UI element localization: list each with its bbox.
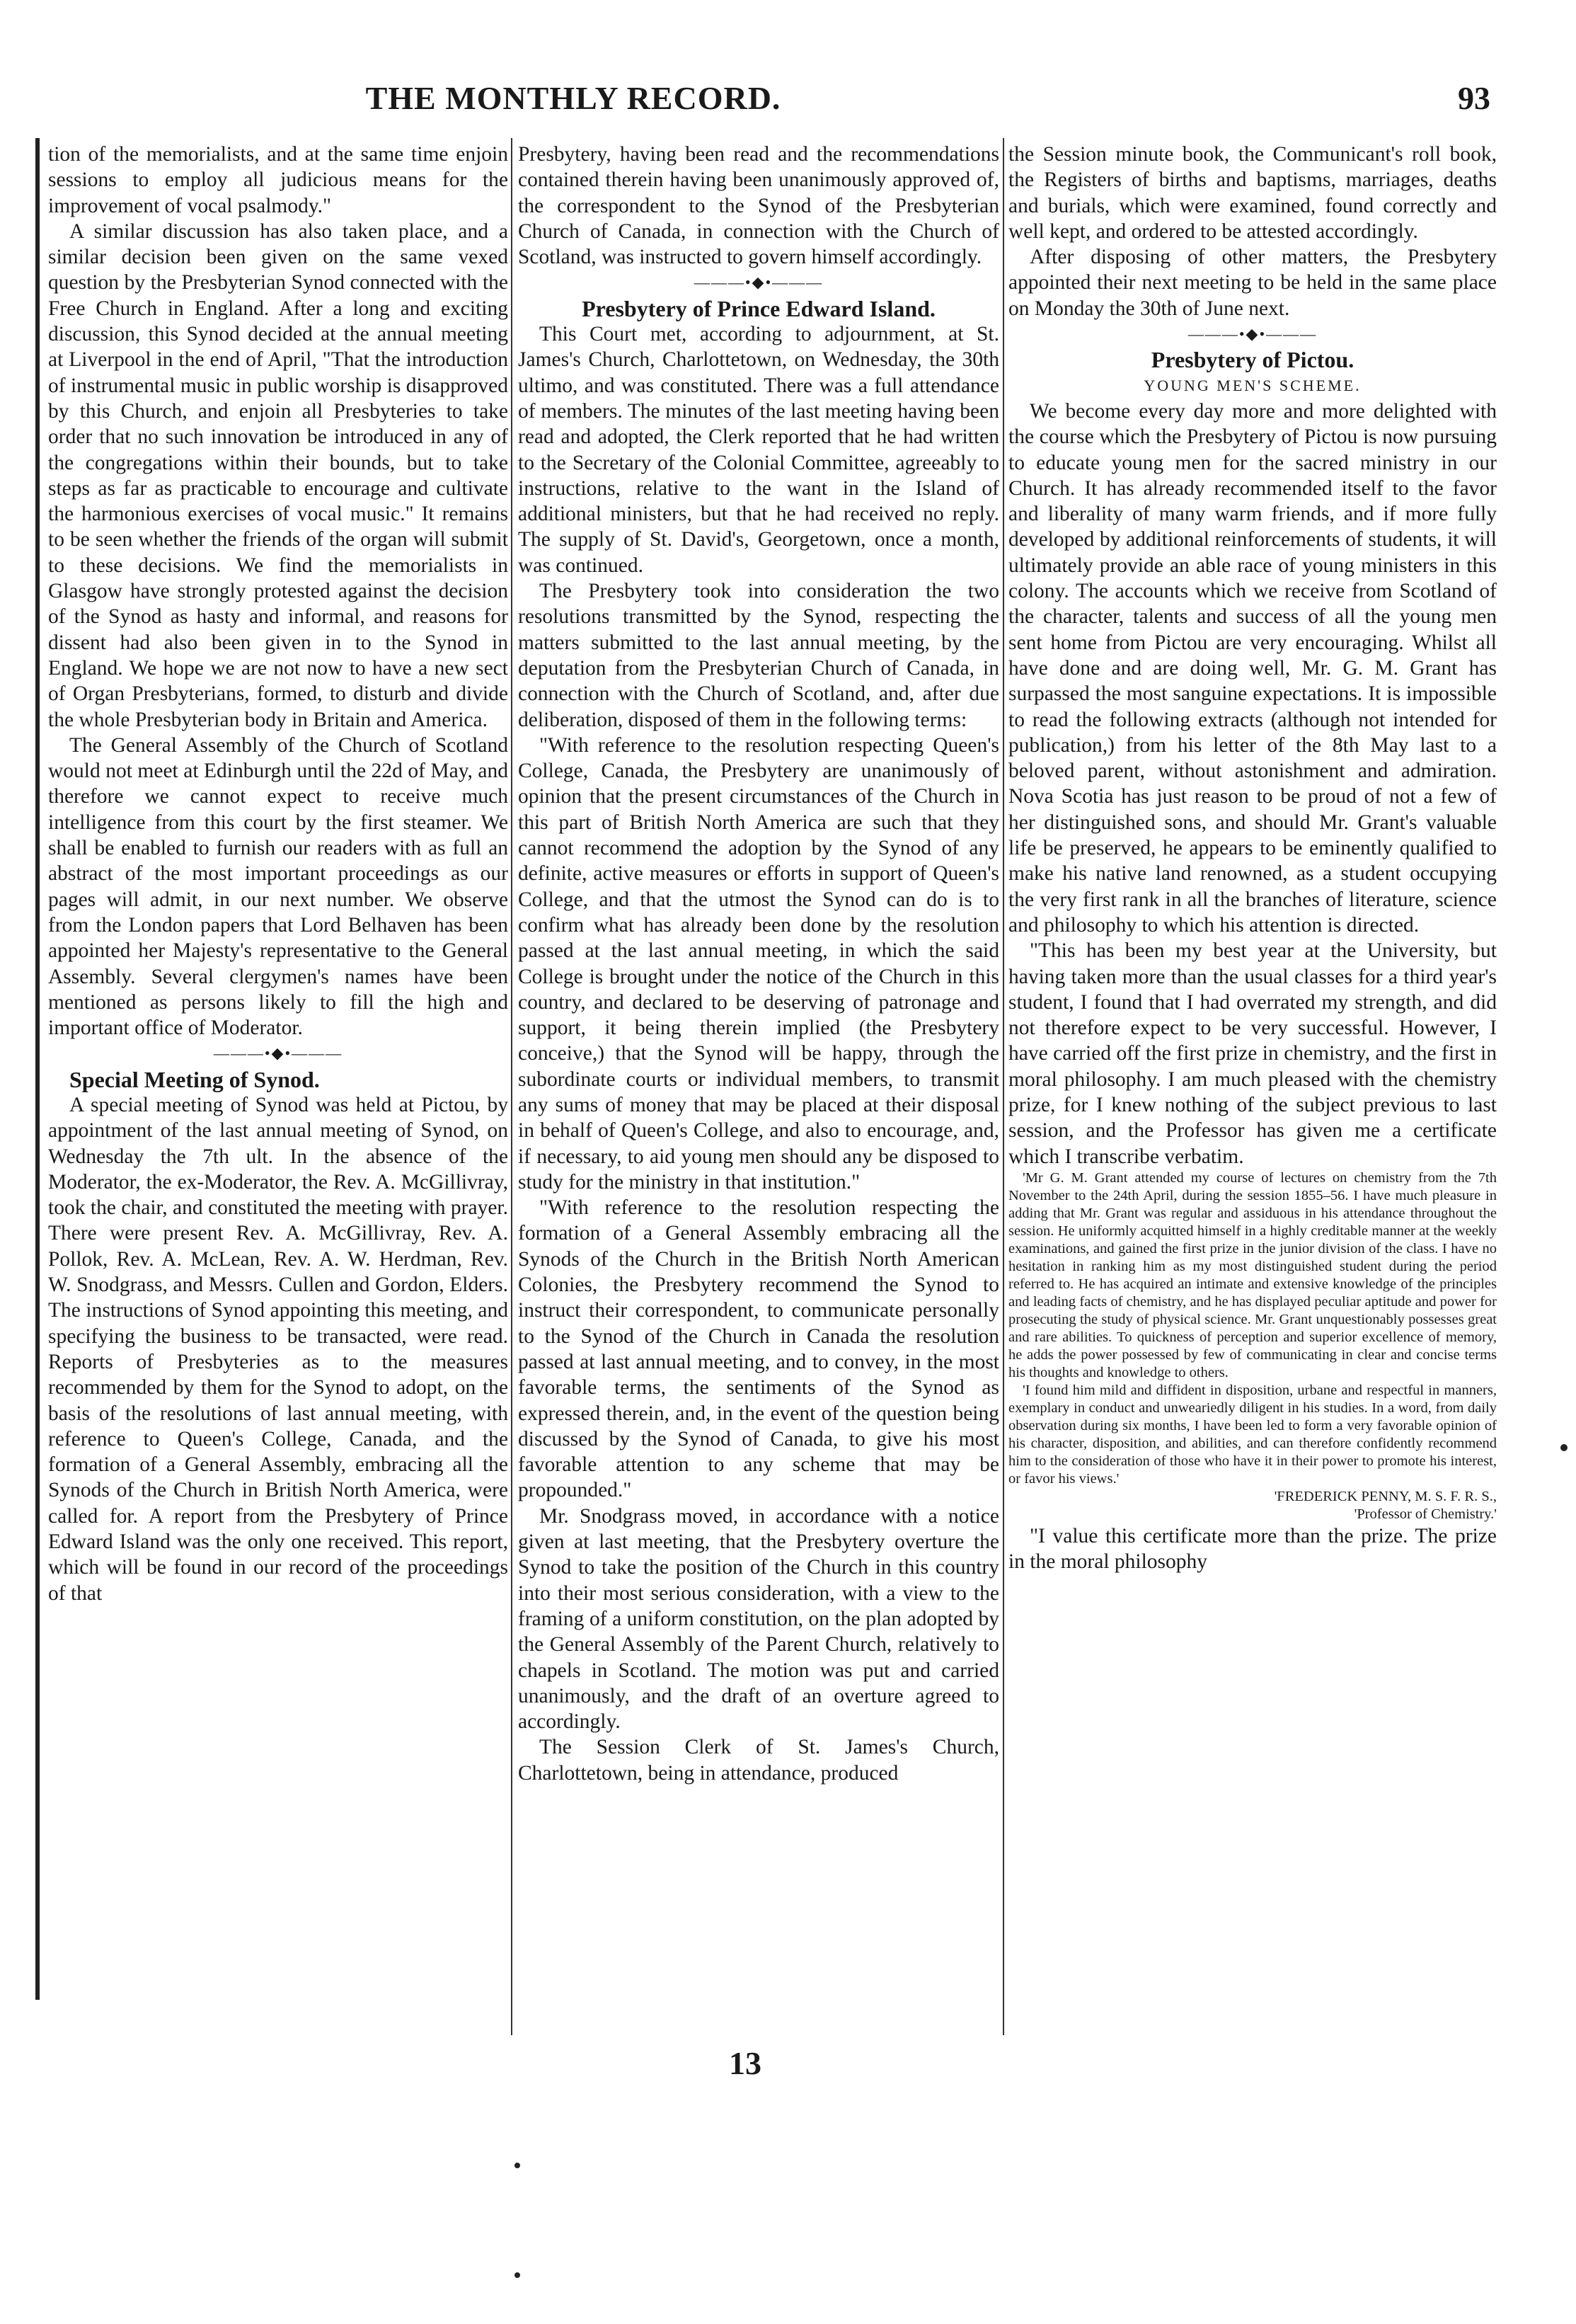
col3-paragraph-4: "This has been my best year at the University, but having taken more than the usual classes for a third year's student, I found that I had overrated my strength, and did not therefore expect to be very successful. However, I have carried off the first prize in chemistry, and the first in moral philosophy. I am much pleased with the chemistry prize, for I knew nothing of the subject previous to last session, and the Professor has given me a certificate which I transcribe verbatim.: [1008, 939, 1497, 1168]
page-title: THE MONTHLY RECORD.: [365, 80, 781, 116]
col2-paragraph-6: Mr. Snodgrass moved, in accordance with a notice given at last meeting, that the Presbytery overture the Synod to take the position of the Church in this country into their most serious consideration, with a view to the framing of a uniform constitution, on the plan adopted by the General Assembly of the Parent Church, relatively to chapels in Scotland. The motion was put and carried unanimously, and the draft of an overture agreed to accordingly.: [518, 1504, 999, 1734]
binding-edge-shadow: [35, 138, 40, 2000]
col2-paragraph-3: The Presbytery took into consideration the two resolutions transmitted by the Synod, respecting the matters submitted to the last annual meeting, by the deputation from the Presbyterian Church of Canada, in connection with the Church of Scotland, and, after due deliberation, disposed of them in the following terms:: [518, 580, 999, 731]
section-subheading: YOUNG MEN'S SCHEME.: [1144, 376, 1362, 394]
col1-paragraph-1: tion of the memorialists, and at the same time enjoin sessions to employ all judicious means for the improvement of vocal psalmody.": [48, 143, 508, 217]
certificate-paragraph-1: 'Mr G. M. Grant attended my course of lectures on chemistry from the 7th November to the 24th April, during the session 1855–56. I have much pleasure in adding that Mr. Grant was regular and assiduous in his attendance throughout the session. He uniformly acquitted himself in a highly creditable manner at the weekly examinations, and gained the first prize in the junior division of the class. I have no hesitation in ranking him as my most distinguished student during the period referred to. He has acquired an intimate and extensive knowledge of the principles and leading facts of chemistry, and he has displayed peculiar aptitude and power for prosecuting the study of physical science. Mr. Grant unquestionably possesses great and rare abilities. To quickness of perception and superior excellence of memory, he adds the power possessed by few of communicating in clear and concise terms his thoughts and knowledge to others.: [1008, 1169, 1497, 1380]
col1-paragraph-2: A similar discussion has also taken place, and a similar decision been given on the same vexed question by the Presbyterian Synod connected with the Free Church in England. After a long and exciting discussion, this Synod decided at the annual meeting at Liverpool in the end of April, "That the introduction of instrumental music in public worship is disapproved by this Church, and enjoin all Presbyteries to take order that no such innovation be introduced in any of the congregations within their bounds, but to take steps as far as practicable to encourage and cultivate the harmonious exercises of vocal music." It remains to be seen whether the friends of the organ will submit to these decisions. We find the memorialists in Glasgow have strongly protested against the decision of the Synod as hasty and informal, and reasons for dissent had also been given in to the Synod in England. We hope we are not now to have a new sect of Organ Presbyterians, formed, to disturb and divide the whole Presbyterian body in Britain and America.: [48, 219, 508, 731]
column-2: [518, 142, 999, 1786]
col1-paragraph-3: The General Assembly of the Church of Scotland would not meet at Edinburgh until the 22d of May, and therefore we cannot expect to receive much intelligence from this court by the first steamer. We shall be enabled to furnish our readers with as full an abstract of the most important proceedings as our pages will admit, in our next number. We observe from the London papers that Lord Belhaven has been appointed her Majesty's representative to the General Assembly. Several clergymen's names have been mentioned as persons likely to fill the high and important office of Moderator.: [48, 733, 508, 1040]
section-heading-pei-presbytery: Presbytery of Prince Edward Island.: [582, 295, 936, 321]
certificate-paragraph-2: 'I found him mild and diffident in disposition, urbane and respectful in manners, exemplary in conduct and unweariedly diligent in his studies. In a word, from daily observation during six months, I have been led to form a very favorable opinion of his character, disposition, and abilities, and can therefore confidently recommend him to the consideration of those who have it in their power to promote his interest, or favor his views.': [1008, 1382, 1497, 1487]
certificate-quote: [1008, 1169, 1497, 1523]
certificate-signature-name: 'FREDERICK PENNY, M. S. F. R. S.,: [1274, 1488, 1497, 1504]
sheet-signature: 13: [729, 2045, 761, 2081]
certificate-signature-title: 'Professor of Chemistry.': [1354, 1506, 1497, 1522]
column-1: [48, 142, 508, 1606]
col3-paragraph-1: the Session minute book, the Communicant's roll book, the Registers of births and baptisms, marriages, deaths and burials, which were examined, found correctly and well kept, and ordered to be attested accordingly.: [1008, 143, 1497, 243]
section-divider: ———•◆•———: [1187, 325, 1318, 343]
col2-paragraph-5: "With reference to the resolution respecting the formation of a General Assembly embracing all the Synods of the Church in the British North American Colonies, the Presbytery recommend the Synod to instruct their correspondent, to communicate personally to the Synod of the Church in Canada the resolution passed at last annual meeting, and to convey, in the most favorable terms, the sentiments of the Synod as expressed therein, and, in the event of the question being discussed by the Synod of Canada, to give his most favorable attention to any scheme that may be propounded.": [518, 1196, 999, 1502]
section-divider: ———•◆•———: [213, 1044, 343, 1063]
column-rule-2: [1003, 138, 1004, 2035]
col3-paragraph-2: After disposing of other matters, the Presbytery appointed their next meeting to be held in the same place on Monday the 30th of June next.: [1008, 246, 1497, 320]
stray-ink-dot: [514, 2163, 520, 2168]
col3-paragraph-5: "I value this certificate more than the prize. The prize in the moral philosophy: [1008, 1524, 1497, 1574]
column-rule-1: [511, 138, 512, 2035]
col3-paragraph-3: We become every day more and more delighted with the course which the Presbytery of Pictou is now pursuing to educate young men for the sacred ministry in our Church. It has already recommended itself to the favor and liberality of many warm friends, and if more fully developed by additional reinforcements of students, it will ultimately provide an able race of young ministers in this colony. The accounts which we receive from Scotland of the character, talents and success of all the young men sent home from Pictou are very encouraging. Whilst all have done and are doing well, Mr. G. M. Grant has surpassed the most sanguine expectations. It is impossible to read the following extracts (although not intended for publication,) from his letter of the 8th May last to a beloved parent, without astonishment and admiration. Nova Scotia has just reason to be proud of not a few of her distinguished sons, and should Mr. Grant's valuable life be preserved, he appears to be eminently qualified to make his native land renowned, as a student occupying the very first rank in all the branches of literature, science and philosophy to which his attention is directed.: [1008, 399, 1497, 937]
section-divider: ———•◆•———: [694, 273, 824, 292]
col2-paragraph-4: "With reference to the resolution respecting Queen's College, Canada, the Presbytery are unanimously of opinion that the present circumstances of the Church in this part of British North America are such that they cannot recommend the adoption by the Synod of any definite, active measures or efforts in support of Queen's College, and that the utmost the Synod can do is to confirm what has already been done by the resolution passed at the last annual meeting, in which the said College is brought under the notice of the Church in this country, and declared to be deserving of patronage and support, it being therein implied (the Presbytery conceive,) that the Synod will be happy, through the subordinate courts or individual members, to transmit any sums of money that may be placed at their disposal in behalf of Queen's College, and also to encourage, and, if necessary, to aid young men should any be disposed to study for the ministry in that institution.": [518, 733, 999, 1194]
col2-paragraph-2: This Court met, according to adjournment, at St. James's Church, Charlottetown, on Wednesday, the 30th ultimo, and was constituted. There was a full attendance of members. The minutes of the last meeting having been read and adopted, the Clerk reported that he had written to the Secretary of the Colonial Committee, agreeably to instructions, relative to the want in the Island of additional ministers, but that he had received no reply. The supply of St. David's, Georgetown, once a month, was continued.: [518, 323, 999, 577]
section-heading-pictou-presbytery: Presbytery of Pictou.: [1151, 347, 1354, 373]
section-heading-special-meeting: Special Meeting of Synod.: [69, 1066, 320, 1092]
col2-paragraph-1: Presbytery, having been read and the recommendations contained therein having been unanimously approved of, the correspondent to the Synod of the Presbyterian Church of Canada, in connection with the Church of Scotland, was instructed to govern himself accordingly.: [518, 143, 999, 269]
margin-ink-mark: [1560, 1444, 1568, 1451]
col2-paragraph-7: The Session Clerk of St. James's Church, Charlottetown, being in attendance, produced: [518, 1736, 999, 1785]
page-number: 93: [1458, 80, 1490, 116]
column-3: [1008, 142, 1497, 1574]
col1-paragraph-4: A special meeting of Synod was held at Pictou, by appointment of the last annual meeting of Synod, on Wednesday the 7th ult. In the absence of the Moderator, the ex-Moderator, the Rev. A. McGillivray, took the chair, and constituted the meeting with prayer. There were present Rev. A. McGillivray, Rev. A. Pollok, Rev. A. McLean, Rev. A. W. Herdman, Rev. W. Snodgrass, and Messrs. Cullen and Gordon, Elders. The instructions of Synod appointing this meeting, and specifying the business to be transacted, were read. Reports of Presbyteries as to the measures recommended by them for the Synod to adopt, on the basis of the resolutions of last annual meeting, with reference to Queen's College, Canada, and the formation of a General Assembly, embracing all the Synods of the Church in British North America, were called for. A report from the Presbytery of Prince Edward Island was the only one received. This report, which will be found in our record of the proceedings of that: [48, 1093, 508, 1605]
stray-ink-dot: [514, 2272, 520, 2278]
